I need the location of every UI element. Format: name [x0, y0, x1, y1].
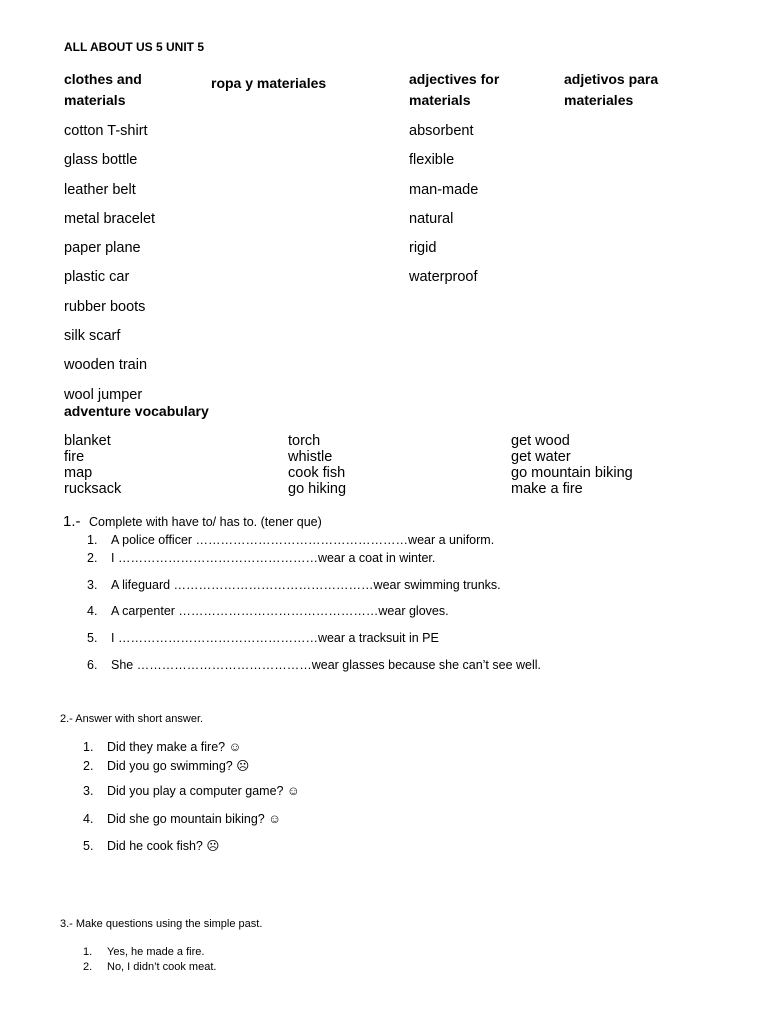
item-text: Did they make a fire? ☺	[107, 740, 242, 754]
page-title: ALL ABOUT US 5 UNIT 5	[64, 40, 205, 54]
exercise1-item	[87, 533, 494, 547]
item-number: 2.	[87, 551, 98, 565]
material-item: rubber boots	[64, 299, 146, 315]
material-item: plastic car	[64, 269, 130, 285]
item-number: 2.	[83, 961, 93, 973]
exercise2-item	[83, 758, 249, 773]
adjective-item: flexible	[409, 152, 455, 168]
item-number: 3.	[83, 784, 94, 798]
exercise2-instruction: 2.- Answer with short answer.	[60, 713, 204, 725]
exercise1-item	[87, 551, 435, 565]
exercise3-instruction: 3.- Make questions using the simple past.	[60, 918, 263, 930]
item-number: 5.	[83, 839, 94, 853]
adjective-item: man-made	[409, 182, 479, 198]
header-adjectives: adjectives for materials	[409, 71, 500, 108]
adjective-item: natural	[409, 211, 454, 227]
item-text: A carpenter …………………………………………wear gloves.	[111, 604, 449, 618]
exercise1-item	[87, 631, 439, 645]
item-text: Did he cook fish? ☹	[107, 839, 220, 853]
adjective-item: rigid	[409, 240, 437, 256]
adjective-item: absorbent	[409, 123, 474, 139]
adventure-word: get wood	[511, 433, 570, 449]
adventure-heading: adventure vocabulary	[64, 403, 209, 419]
exercise2-item	[83, 838, 219, 853]
adventure-word: cook fish	[288, 465, 346, 481]
adventure-word: torch	[288, 433, 321, 449]
exercise2-item	[83, 740, 241, 754]
header-adjetivos: adjetivos para materiales	[564, 71, 659, 108]
material-item: metal bracelet	[64, 211, 156, 227]
item-text: I …………………………………………wear a tracksuit in PE	[111, 631, 439, 645]
item-number: 4.	[83, 812, 94, 826]
item-number: 1.	[83, 946, 93, 958]
adventure-word: fire	[64, 449, 85, 465]
exercise1-item	[87, 578, 501, 592]
item-text: Did you play a computer game? ☺	[107, 784, 300, 798]
item-text: Did she go mountain biking? ☺	[107, 812, 281, 826]
material-item: cotton T-shirt	[64, 123, 148, 139]
adventure-word: map	[64, 465, 93, 481]
header-clothes-materials: clothes and materials	[64, 71, 142, 108]
adventure-word: get water	[511, 449, 571, 465]
exercise1-number: 1.-	[63, 513, 81, 530]
adventure-word: rucksack	[64, 481, 122, 497]
item-text: Did you go swimming? ☹	[107, 759, 250, 773]
adventure-word: blanket	[64, 433, 111, 449]
exercise3-item	[83, 946, 204, 958]
adventure-word: go hiking	[288, 481, 347, 497]
adventure-word: make a fire	[511, 481, 583, 497]
material-item: wooden train	[64, 357, 148, 373]
item-text: I …………………………………………wear a coat in winter.	[111, 551, 436, 565]
item-number: 4.	[87, 604, 98, 618]
header-ropa-materiales: ropa y materiales	[211, 75, 327, 91]
item-text: Yes, he made a fire.	[107, 946, 205, 958]
material-item: wool jumper	[64, 387, 143, 403]
adventure-word: whistle	[288, 449, 333, 465]
exercise1-item	[87, 658, 541, 672]
item-number: 5.	[87, 631, 98, 645]
item-number: 6.	[87, 658, 98, 672]
item-text: A police officer ……………………………………………wear a uniform.	[111, 533, 495, 547]
exercise2-item	[83, 812, 281, 826]
item-number: 1.	[87, 533, 98, 547]
material-item: glass bottle	[64, 152, 138, 168]
adjective-item: waterproof	[409, 269, 478, 285]
item-text: She ……………………………………wear glasses because she can’t see well.	[111, 658, 542, 672]
material-item: leather belt	[64, 182, 136, 198]
item-number: 2.	[83, 759, 94, 773]
exercise3-item	[83, 961, 216, 973]
item-text: A lifeguard …………………………………………wear swimming trunks.	[111, 578, 501, 592]
item-number: 3.	[87, 578, 98, 592]
material-item: silk scarf	[64, 328, 121, 344]
exercise2-item	[83, 784, 300, 798]
item-number: 1.	[83, 740, 94, 754]
material-item: paper plane	[64, 240, 141, 256]
exercise1-item	[87, 604, 449, 618]
item-text: No, I didn’t cook meat.	[107, 961, 217, 973]
adventure-word: go mountain biking	[511, 465, 633, 481]
exercise1-instruction: Complete with have to/ has to. (tener que)	[89, 515, 322, 529]
